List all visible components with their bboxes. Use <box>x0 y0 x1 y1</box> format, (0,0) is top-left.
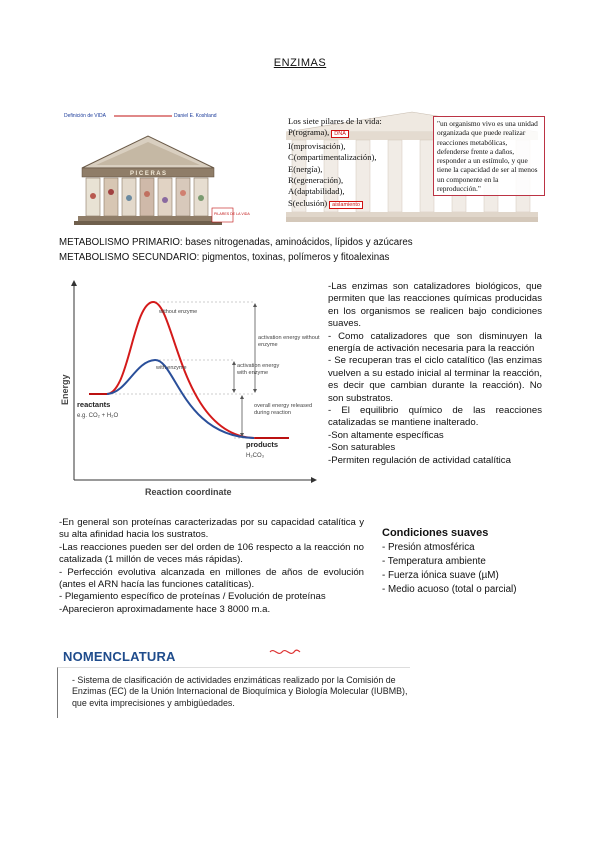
list-item: -Las enzimas son catalizadores biológicos, que permiten que las reacciones químicas producidas en los organismos se realicen bajo condiciones suaves. <box>328 281 542 330</box>
list-item: - Plegamiento específico de proteínas / Evolución de proteínas <box>59 591 326 603</box>
life-definition-quote: "un organismo vivo es una unidad organizada que puede realizar reacciones metabólicas, defenderse frente a daños, responder a un estímulo, y que tiene la capacidad de ser al menos un componente en la reproducción." <box>433 116 545 196</box>
metabolism-secondary: METABOLISMO SECUNDARIO: pigmentos, toxinas, polímeros y fitoalexinas <box>59 252 390 263</box>
figure1-label-right: Daniel E. Koshland <box>174 113 217 119</box>
figure1-small-label: PILARES DE LA VIDA <box>214 212 250 216</box>
x-axis-label: Reaction coordinate <box>145 487 232 497</box>
pillar-e: E(nergía), <box>288 163 323 174</box>
pillars-text <box>288 116 382 211</box>
figure1-frieze: P I C E R A S <box>129 171 167 177</box>
pillar-c: C(ompartimentalización), <box>288 152 377 163</box>
condition-item: - Temperatura ambiente <box>382 556 486 567</box>
list-item: -Permiten regulación de actividad catalítica <box>328 454 511 466</box>
temple-figure-koshland <box>62 108 250 226</box>
page-title: ENZIMAS <box>273 57 327 69</box>
label-with-enzyme: with enzyme <box>156 365 187 371</box>
mild-conditions-box <box>382 527 552 595</box>
metabolism-primary: METABOLISMO PRIMARIO: bases nitrogenadas, aminoácidos, lípidos y azúcares <box>59 237 413 248</box>
condition-item: - Presión atmosférica <box>382 542 475 553</box>
curve-with-enzyme <box>107 360 254 438</box>
enzyme-general-list <box>59 517 364 616</box>
label-reactants-example: e.g. CO₂ + H₂O <box>77 413 119 419</box>
y-axis-label: Energy <box>60 374 70 405</box>
temple-columns <box>86 178 208 216</box>
label-activation-without: activation energy without enzyme <box>258 335 320 348</box>
activation-energy-diagram <box>59 275 321 502</box>
condition-item: - Medio acuoso (total o parcial) <box>382 584 517 595</box>
label-activation-with: activation energy with enzyme <box>237 363 280 376</box>
pillars-intro: Los siete pilares de la vida: <box>288 116 382 126</box>
list-item: -En general son proteínas caracterizadas por su capacidad catalítica y su alta afinidad hacia los sustratos. <box>59 517 364 541</box>
list-item: -Las reacciones pueden ser del orden de 106 respecto a la reacción no catalizada (1 millón de veces más rápidas). <box>59 541 364 566</box>
label-products: products <box>246 440 279 449</box>
decorative-squiggle-icon <box>268 646 302 658</box>
enzyme-properties-list <box>328 281 542 467</box>
label-products-example: H₂CO₃ <box>246 453 265 459</box>
dna-tag: DNA <box>331 130 349 138</box>
label-reactants: reactants <box>77 400 111 409</box>
label-overall-energy: overall energy released during reaction <box>254 403 313 416</box>
pillar-i: I(mprovisación), <box>288 140 346 151</box>
aislamiento-tag: aislamiento <box>329 201 363 209</box>
pillar-p: P(rograma), DNA <box>288 127 382 140</box>
list-item: - Se recuperan tras el ciclo catalítico (las enzimas vuelven a su estado inicial al terminar la reacción, es decir que cambian durante la reacción). No son substratos. <box>328 355 542 404</box>
list-item: -Son saturables <box>328 442 396 454</box>
list-item: -Aparecieron aproximadamente hace 3 8000 m.a. <box>59 603 271 615</box>
list-item: -Son altamente específicas <box>328 429 444 441</box>
conditions-title: Condiciones suaves <box>382 527 489 539</box>
list-item: - Como catalizadores que son disminuyen la energía de activación necesaria para la reacción <box>328 330 542 355</box>
pillar-a: A(daptabilidad), <box>288 186 345 197</box>
nomenclature-title: NOMENCLATURA <box>63 649 176 664</box>
pillar-r: R(egeneración), <box>288 175 344 186</box>
pillar-s: S(eclusión) aislamiento <box>288 198 382 211</box>
list-item: - Perfección evolutiva alcanzada en millones de años de evolución (antes el ARN hacía las funciones catalíticas). <box>59 566 364 591</box>
figure1-label-left: Definición de VIDA <box>64 113 106 119</box>
label-without-enzyme: without enzyme <box>159 309 198 315</box>
condition-item: - Fuerza iónica suave (µM) <box>382 570 499 581</box>
list-item: - El equilibrio químico de las reacciones catalizadas se mantiene inalterado. <box>328 405 542 429</box>
nomenclature-text: - Sistema de clasificación de actividades enzimáticas realizado por la Comisión de Enzimas (EC) de la Unión Internacional de Bioquímica y Biología Molecular (IUBMB), que evita imprecisiones y ambigüedades. <box>72 675 408 708</box>
